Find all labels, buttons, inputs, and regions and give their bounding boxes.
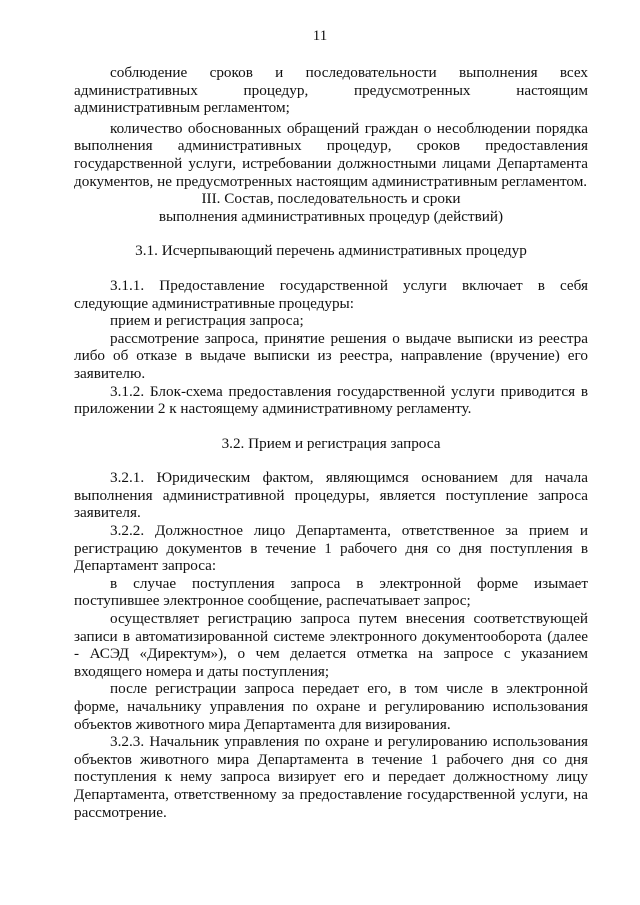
paragraph: 3.2.2. Должностное лицо Департамента, ответственное за прием и регистрацию документов в течение 1 рабочего дня со дня поступления в Департамент запроса: [74,522,588,575]
paragraph: прием и регистрация запроса; [110,312,304,330]
paragraph: 3.1.2. Блок-схема предоставления государственной услуги приводится в приложении 2 к настоящему административному регламенту. [74,382,588,418]
paragraph: 3.2.3. Начальник управления по охране и регулированию использования объектов животного мира Департамента в течение 1 рабочего дня со дня поступления к нему запроса визирует его и передает должностному лицу Департамента, ответственному за предоставление государственной услуги, на рассмотрение. [74,733,588,821]
paragraph: после регистрации запроса передает его, в том числе в электронной форме, начальнику управления по охране и регулированию использования объектов животного мира Департамента для визирования. [74,680,588,733]
paragraph: осуществляет регистрацию запроса путем внесения соответствующей записи в автоматизированной системе электронного документооборота (далее - АСЭД «Директум»), о чем делается отметка на запросе с указанием входящего номера и даты поступления; [74,610,588,680]
section-heading: 3.1. Исчерпывающий перечень административных процедур [135,242,527,260]
paragraph: в случае поступления запроса в электронной форме изымает поступившее электронное сообщение, распечатывает запрос; [74,574,588,610]
page-number: 11 [312,28,328,44]
section-heading: выполнения административных процедур (действий) [158,207,504,225]
paragraph: 3.1.1. Предоставление государственной услуги включает в себя следующие административные процедуры: [74,276,588,312]
paragraph: количество обоснованных обращений граждан о несоблюдении порядка выполнения административных процедур, сроков предоставления государственной услуги, истребовании должностными лицами Департамента документов, не предусмотренных настоящим административным регламентом. [74,119,588,190]
document-body [74,64,588,821]
paragraph: соблюдение сроков и последовательности выполнения всех административных процедур, предусмотренных настоящим административным регламентом; [74,64,588,117]
paragraph: 3.2.1. Юридическим фактом, являющимся основанием для начала выполнения административной процедуры, является поступление запроса заявителя. [74,469,588,522]
paragraph: рассмотрение запроса, принятие решения о выдаче выписки из реестра либо об отказе в выдаче выписки из реестра, направление (вручение) его заявителю. [74,329,588,382]
section-heading: III. Состав, последовательность и сроки [201,190,461,208]
section-heading: 3.2. Прием и регистрация запроса [221,434,441,452]
